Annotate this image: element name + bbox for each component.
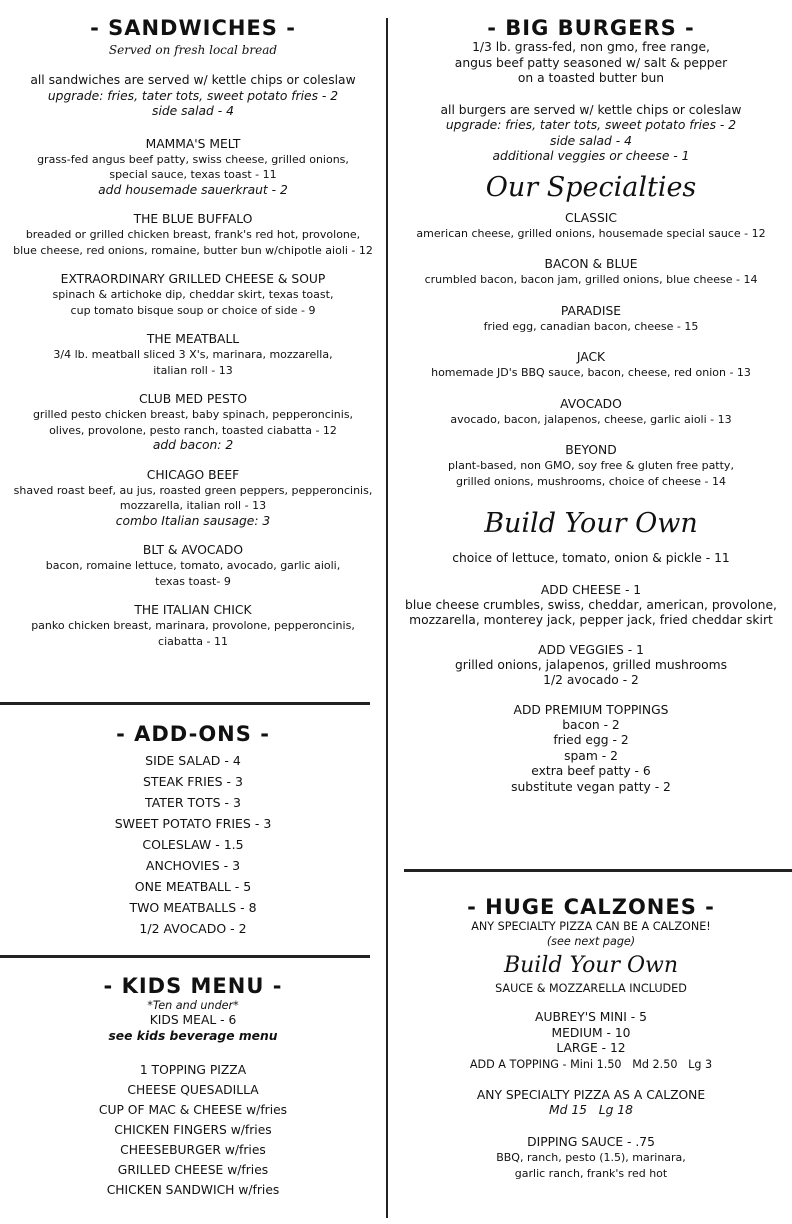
specialty-name: PARADISE xyxy=(560,303,622,318)
specialty-item xyxy=(390,350,792,381)
specialty-item xyxy=(390,443,792,489)
sandwich-desc: special sauce, texas toast - 11 xyxy=(109,168,277,181)
sandwich-item xyxy=(0,212,386,258)
specialty-name: AVOCADO xyxy=(560,396,622,411)
calzone-specialty-name: ANY SPECIALTY PIZZA AS A CALZONE xyxy=(476,1087,706,1102)
addon-item: ONE MEATBALL - 5 xyxy=(134,879,252,894)
kids-item: CUP OF MAC & CHEESE w/fries xyxy=(98,1103,288,1117)
specialties-list xyxy=(390,211,792,490)
addon-item: SIDE SALAD - 4 xyxy=(145,753,241,768)
sandwiches-intro: all sandwiches are served w/ kettle chips or coleslaw xyxy=(30,73,356,87)
kids-list xyxy=(0,1060,386,1200)
sandwiches-section xyxy=(0,16,386,663)
specialty-name: BACON & BLUE xyxy=(544,257,638,271)
sandwich-desc: spinach & artichoke dip, cheddar skirt, texas toast, xyxy=(52,288,334,301)
sandwich-item xyxy=(0,272,386,318)
addons-title: - ADD-ONS - xyxy=(116,722,270,746)
build-intro: choice of lettuce, tomato, onion & pickle - 11 xyxy=(452,551,730,565)
sandwich-list xyxy=(0,137,386,650)
add-premium-group xyxy=(390,703,792,796)
burgers-served: all burgers are served w/ kettle chips or coleslaw xyxy=(440,102,742,117)
calzone-topping: ADD A TOPPING - Mini 1.50 Md 2.50 Lg 3 xyxy=(469,1057,713,1071)
specialty-item xyxy=(390,211,792,242)
burgers-intro-1: 1/3 lb. grass-fed, non gmo, free range, xyxy=(472,40,710,54)
specialty-desc: grilled onions, mushrooms, choice of cheese - 14 xyxy=(456,474,726,488)
sandwich-desc: texas toast- 9 xyxy=(155,574,231,588)
premium-line: substitute vegan patty - 2 xyxy=(511,779,671,794)
kids-title: - KIDS MENU - xyxy=(103,974,283,998)
kids-subtitle: *Ten and under* xyxy=(147,999,239,1012)
kids-item: CHICKEN SANDWICH w/fries xyxy=(106,1183,280,1197)
sandwich-desc: ciabatta - 11 xyxy=(158,634,228,648)
sandwich-desc: breaded or grilled chicken breast, frank's red hot, provolone, xyxy=(25,228,361,241)
specialty-item xyxy=(390,304,792,335)
sandwich-name: THE ITALIAN CHICK xyxy=(134,603,252,617)
sandwich-desc: grass-fed angus beef patty, swiss cheese, grilled onions, xyxy=(37,152,349,166)
dipping-sauce-line: BBQ, ranch, pesto (1.5), marinara, xyxy=(496,1151,686,1164)
sandwich-extra: add bacon: 2 xyxy=(152,438,234,452)
sandwich-extra: combo Italian sausage: 3 xyxy=(115,513,271,528)
calzone-size: MEDIUM - 10 xyxy=(551,1025,631,1040)
addon-item: TWO MEATBALLS - 8 xyxy=(129,900,257,915)
column-divider xyxy=(386,18,388,1218)
add-cheese-group xyxy=(390,583,792,629)
dipping-sauce-line: garlic ranch, frank's red hot xyxy=(514,1166,668,1180)
sandwiches-upgrade: upgrade: fries, tater tots, sweet potato fries - 2 xyxy=(47,88,339,103)
specialty-desc: crumbled bacon, bacon jam, grilled onions, blue cheese - 14 xyxy=(424,273,758,286)
calzone-size: AUBREY'S MINI - 5 xyxy=(535,1010,647,1024)
sandwich-desc: 3/4 lb. meatball sliced 3 X's, marinara, mozzarella, xyxy=(53,348,333,361)
sandwich-desc: panko chicken breast, marinara, provolone, pepperoncinis, xyxy=(31,619,355,632)
premium-line: extra beef patty - 6 xyxy=(531,764,651,778)
section-divider-calzones xyxy=(404,869,792,872)
burgers-intro-2: angus beef patty seasoned w/ salt & pepper xyxy=(454,55,728,70)
add-veggies-title: ADD VEGGIES - 1 xyxy=(538,642,644,657)
burgers-title: - BIG BURGERS - xyxy=(487,16,695,40)
burgers-side-salad: side salad - 4 xyxy=(550,133,632,148)
sandwiches-subtitle: Served on fresh local bread xyxy=(108,43,278,57)
sandwich-name: MAMMA'S MELT xyxy=(145,136,241,151)
sandwich-item xyxy=(0,603,386,649)
addon-item: TATER TOTS - 3 xyxy=(145,795,241,810)
sandwich-desc: shaved roast beef, au jus, roasted green peppers, pepperoncinis, xyxy=(13,483,373,497)
premium-line: bacon - 2 xyxy=(562,717,620,732)
sandwich-name: CLUB MED PESTO xyxy=(138,392,248,406)
addon-item: STEAK FRIES - 3 xyxy=(143,774,243,789)
addons-list xyxy=(0,750,386,939)
kids-beverage: see kids beverage menu xyxy=(108,1028,278,1043)
kids-meal: KIDS MEAL - 6 xyxy=(149,1013,237,1027)
sandwich-desc: mozzarella, italian roll - 13 xyxy=(119,499,267,512)
dipping-sauce-name: DIPPING SAUCE - .75 xyxy=(527,1134,655,1149)
burgers-section xyxy=(390,16,792,809)
sandwich-item xyxy=(0,392,386,454)
sandwich-desc: grilled pesto chicken breast, baby spinach, pepperoncinis, xyxy=(32,408,354,421)
sandwiches-title: - SANDWICHES - xyxy=(90,16,296,40)
specialties-title: Our Specialties xyxy=(485,171,697,203)
kids-item: CHEESEBURGER w/fries xyxy=(120,1143,266,1157)
sandwich-name: THE MEATBALL xyxy=(146,332,240,346)
sandwich-item xyxy=(0,137,386,199)
sandwich-desc: bacon, romaine lettuce, tomato, avocado, garlic aioli, xyxy=(45,559,341,572)
add-premium-title: ADD PREMIUM TOPPINGS xyxy=(513,702,669,717)
specialty-item xyxy=(390,397,792,428)
specialty-desc: homemade JD's BBQ sauce, bacon, cheese, red onion - 13 xyxy=(431,366,751,379)
section-divider-kids xyxy=(0,955,370,958)
addon-item: ANCHOVIES - 3 xyxy=(145,858,241,873)
sandwich-desc: cup tomato bisque soup or choice of side - 9 xyxy=(70,303,316,317)
sandwich-name: EXTRAORDINARY GRILLED CHEESE & SOUP xyxy=(60,272,326,286)
add-veggies-group xyxy=(390,643,792,689)
sandwich-item xyxy=(0,468,386,530)
specialty-name: JACK xyxy=(576,350,606,364)
add-cheese-title: ADD CHEESE - 1 xyxy=(540,582,642,597)
addon-item: 1/2 AVOCADO - 2 xyxy=(139,921,247,936)
sandwiches-side-salad: side salad - 4 xyxy=(152,104,234,118)
sandwich-item xyxy=(0,543,386,589)
sandwich-name: THE BLUE BUFFALO xyxy=(133,212,253,226)
premium-line: fried egg - 2 xyxy=(553,733,629,747)
kids-item: CHEESE QUESADILLA xyxy=(127,1083,259,1097)
kids-item: CHICKEN FINGERS w/fries xyxy=(114,1123,272,1137)
calzone-build-title: Build Your Own xyxy=(503,953,679,978)
specialty-desc: american cheese, grilled onions, housemade special sauce - 12 xyxy=(416,226,766,240)
sandwich-desc: italian roll - 13 xyxy=(153,363,233,377)
addons-section xyxy=(0,722,386,939)
add-cheese-line: blue cheese crumbles, swiss, cheddar, american, provolone, xyxy=(405,597,777,612)
sandwich-desc: olives, provolone, pesto ranch, toasted ciabatta - 12 xyxy=(49,423,337,437)
sandwich-name: CHICAGO BEEF xyxy=(146,467,240,482)
calzones-title: - HUGE CALZONES - xyxy=(467,895,715,919)
burgers-intro-3: on a toasted butter bun xyxy=(517,71,665,85)
kids-item: GRILLED CHEESE w/fries xyxy=(117,1163,269,1177)
burgers-veggies: additional veggies or cheese - 1 xyxy=(492,149,690,163)
add-veggies-line: 1/2 avocado - 2 xyxy=(543,673,639,687)
addon-item: SWEET POTATO FRIES - 3 xyxy=(114,816,272,831)
kids-section xyxy=(0,974,386,1200)
calzone-specialty-prices: Md 15 Lg 18 xyxy=(549,1103,633,1117)
sandwich-name: BLT & AVOCADO xyxy=(142,543,244,557)
sandwich-extra: add housemade sauerkraut - 2 xyxy=(98,182,288,197)
specialty-item xyxy=(390,257,792,288)
addon-item: COLESLAW - 1.5 xyxy=(142,837,244,852)
specialty-desc: avocado, bacon, jalapenos, cheese, garlic aioli - 13 xyxy=(450,412,732,426)
specialty-desc: plant-based, non GMO, soy free & gluten free patty, xyxy=(448,459,734,472)
calzones-line1: ANY SPECIALTY PIZZA CAN BE A CALZONE! xyxy=(471,920,711,933)
add-cheese-line: mozzarella, monterey jack, pepper jack, fried cheddar skirt xyxy=(409,613,773,627)
kids-item: 1 TOPPING PIZZA xyxy=(139,1063,247,1077)
sandwich-desc: blue cheese, red onions, romaine, butter bun w/chipotle aioli - 12 xyxy=(13,243,373,257)
calzones-section xyxy=(390,895,792,1181)
add-veggies-line: grilled onions, jalapenos, grilled mushrooms xyxy=(454,657,728,672)
build-your-own-title: Build Your Own xyxy=(484,508,698,539)
calzones-line2: (see next page) xyxy=(546,935,636,948)
specialty-desc: fried egg, canadian bacon, cheese - 15 xyxy=(483,319,699,333)
sandwich-item xyxy=(0,332,386,378)
calzone-size: LARGE - 12 xyxy=(556,1041,626,1055)
burgers-upgrade: upgrade: fries, tater tots, sweet potato fries - 2 xyxy=(445,118,737,132)
specialty-name: BEYOND xyxy=(565,443,617,457)
premium-line: spam - 2 xyxy=(564,748,618,763)
specialty-name: CLASSIC xyxy=(565,210,617,225)
calzone-included: SAUCE & MOZZARELLA INCLUDED xyxy=(495,982,687,995)
section-divider-addons xyxy=(0,702,370,705)
